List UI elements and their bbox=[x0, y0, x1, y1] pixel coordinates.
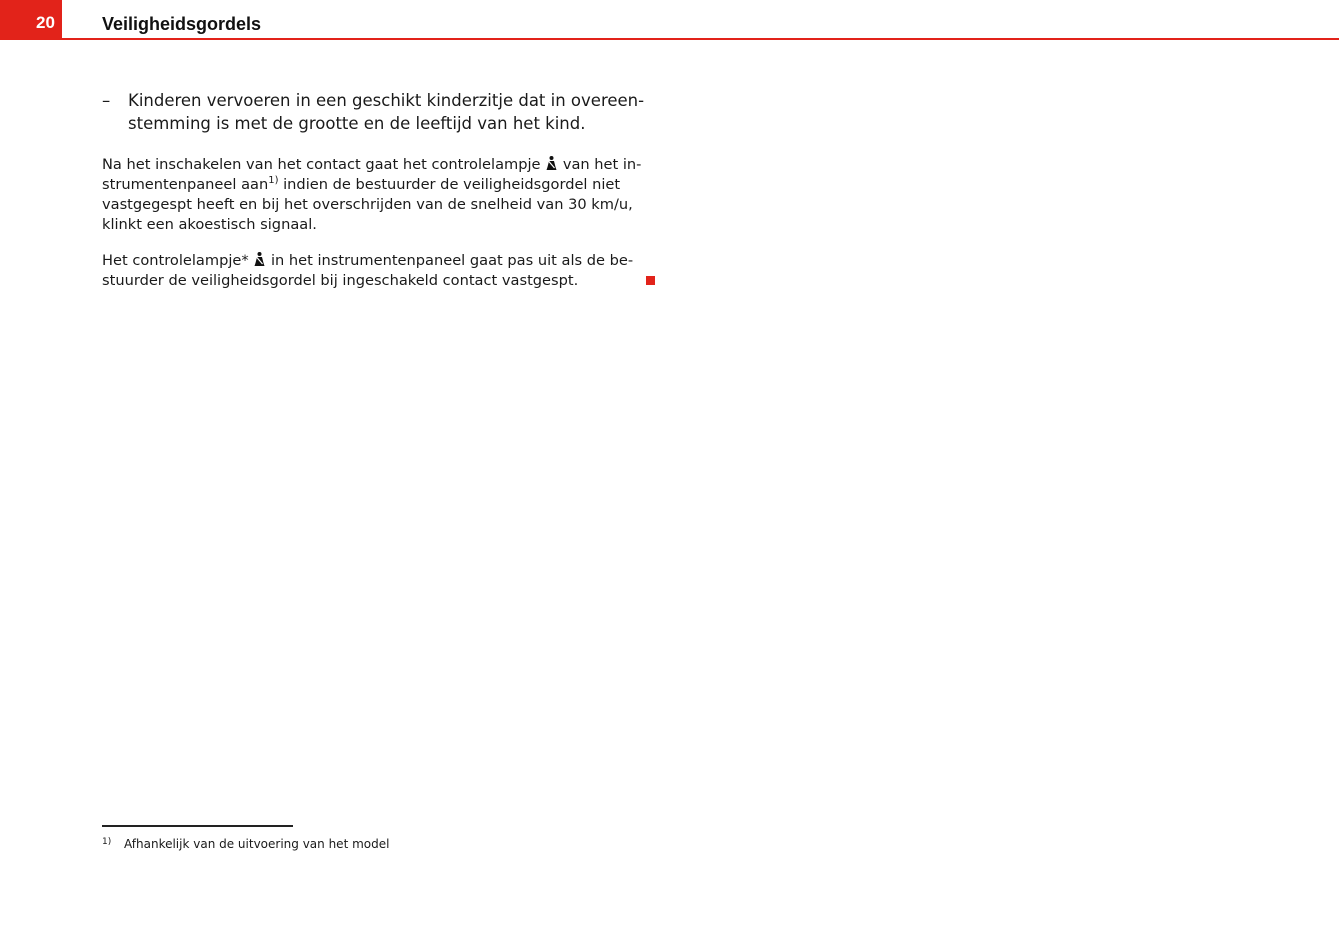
paragraph1-text-b: van het in- bbox=[562, 156, 642, 173]
paragraph2-text-b: in het instrumentenpaneel gaat pas uit als de be- bbox=[270, 252, 634, 269]
header-rule bbox=[0, 38, 1339, 40]
footnote-number: 1) bbox=[102, 837, 112, 847]
bullet-line-2: stemming is met de grootte en de leeftijd van het kind. bbox=[128, 114, 586, 133]
page-number-box bbox=[0, 0, 64, 38]
footnote-reference[interactable]: 1) bbox=[268, 175, 279, 186]
bullet-dash: – bbox=[102, 91, 111, 110]
paragraph2-text-a: Het controlelampje* bbox=[102, 252, 249, 269]
section-end-marker bbox=[646, 276, 655, 285]
page-number: 20 bbox=[36, 13, 55, 32]
seatbelt-warning-icon bbox=[254, 252, 265, 267]
bullet-line-1: Kinderen vervoeren in een geschikt kinderzitje dat in overeen- bbox=[128, 91, 645, 110]
paragraph1-text-c: strumentenpaneel aan bbox=[102, 176, 269, 193]
paragraph2-line-1 bbox=[102, 251, 632, 271]
paragraph1-line-4: klinkt een akoestisch signaal. bbox=[102, 216, 317, 233]
paragraph1-line-1 bbox=[102, 155, 642, 175]
paragraph1-text-a: Na het inschakelen van het contact gaat het controlelampje bbox=[102, 156, 541, 173]
paragraph-warning-light-off bbox=[102, 251, 632, 291]
section-title: Veiligheidsgordels bbox=[102, 14, 262, 34]
paragraph2-line-2: stuurder de veiligheidsgordel bij ingeschakeld contact vastgespt. bbox=[102, 272, 579, 289]
paragraph1-line-2 bbox=[102, 175, 632, 195]
paragraph1-text-d: indien de bestuurder de veiligheidsgordel niet bbox=[278, 176, 621, 193]
seatbelt-warning-icon bbox=[546, 156, 557, 171]
paragraph-seatbelt-warning bbox=[102, 155, 642, 235]
footnote-rule bbox=[102, 825, 293, 827]
page-header bbox=[0, 0, 1339, 40]
bullet-text bbox=[128, 89, 648, 135]
paragraph1-line-3: vastgegespt heeft en bij het overschrijden van de snelheid van 30 km/u, bbox=[102, 196, 633, 213]
footnote-text: Afhankelijk van de uitvoering van het model bbox=[124, 837, 390, 851]
